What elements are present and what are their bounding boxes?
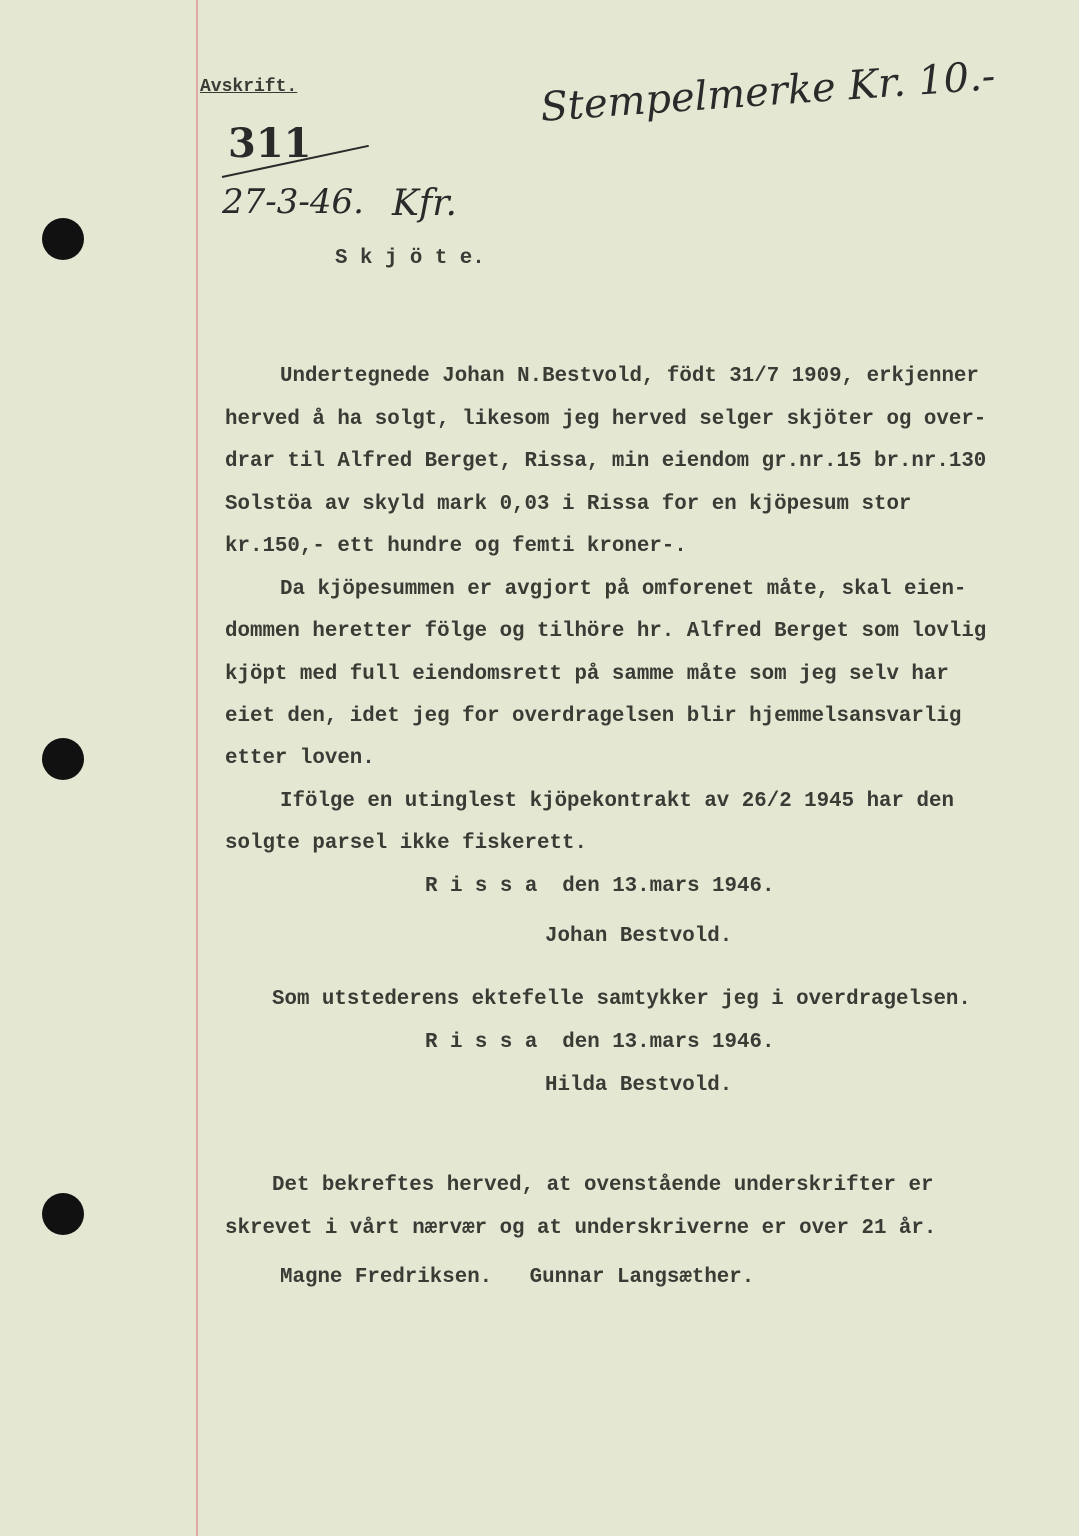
body-line: herved å ha solgt, likesom jeg herved selger skjöter og over- — [225, 408, 987, 431]
signature: Johan Bestvold. — [545, 925, 733, 948]
body-line: drar til Alfred Berget, Rissa, min eiendom gr.nr.15 br.nr.130 — [225, 450, 987, 473]
registration-number: 311 — [228, 120, 312, 167]
body-line: kr.150,- ett hundre og femti kroner-. — [225, 535, 687, 558]
consent-line: Som utstederens ektefelle samtykker jeg i overdragelsen. — [272, 988, 971, 1011]
clerk-initials: Kfr. — [392, 183, 457, 224]
punch-hole — [42, 218, 84, 260]
copy-label: Avskrift. — [200, 77, 298, 97]
signature: Hilda Bestvold. — [545, 1074, 733, 1097]
document-title: S k j ö t e. — [335, 247, 485, 270]
body-line: eiet den, idet jeg for overdragelsen blir hjemmelsansvarlig — [225, 705, 962, 728]
body-line: Solstöa av skyld mark 0,03 i Rissa for en kjöpesum stor — [225, 493, 912, 516]
place-date: R i s s a den 13.mars 1946. — [425, 875, 775, 898]
margin-line — [196, 0, 198, 1536]
body-line: etter loven. — [225, 747, 375, 770]
body-line: Ifölge en utinglest kjöpekontrakt av 26/2 1945 har den — [280, 790, 954, 813]
body-line: dommen heretter fölge og tilhöre hr. Alfred Berget som lovlig — [225, 620, 987, 643]
stamp-note: Stempelmerke Kr. 10.- — [538, 53, 997, 131]
witness-line: Det bekreftes herved, at ovenstående underskrifter er — [272, 1174, 934, 1197]
witness-signatures: Magne Fredriksen. Gunnar Langsæther. — [280, 1266, 755, 1289]
punch-hole — [42, 738, 84, 780]
body-line: Undertegnede Johan N.Bestvold, födt 31/7 1909, erkjenner — [280, 365, 979, 388]
body-line: Da kjöpesummen er avgjort på omforenet måte, skal eien- — [280, 578, 967, 601]
body-line: solgte parsel ikke fiskerett. — [225, 832, 587, 855]
punch-hole — [42, 1193, 84, 1235]
registration-date: 27-3-46. — [222, 182, 364, 222]
body-line: kjöpt med full eiendomsrett på samme måte som jeg selv har — [225, 663, 949, 686]
witness-line: skrevet i vårt nærvær og at underskriverne er over 21 år. — [225, 1217, 937, 1240]
place-date: R i s s a den 13.mars 1946. — [425, 1031, 775, 1054]
